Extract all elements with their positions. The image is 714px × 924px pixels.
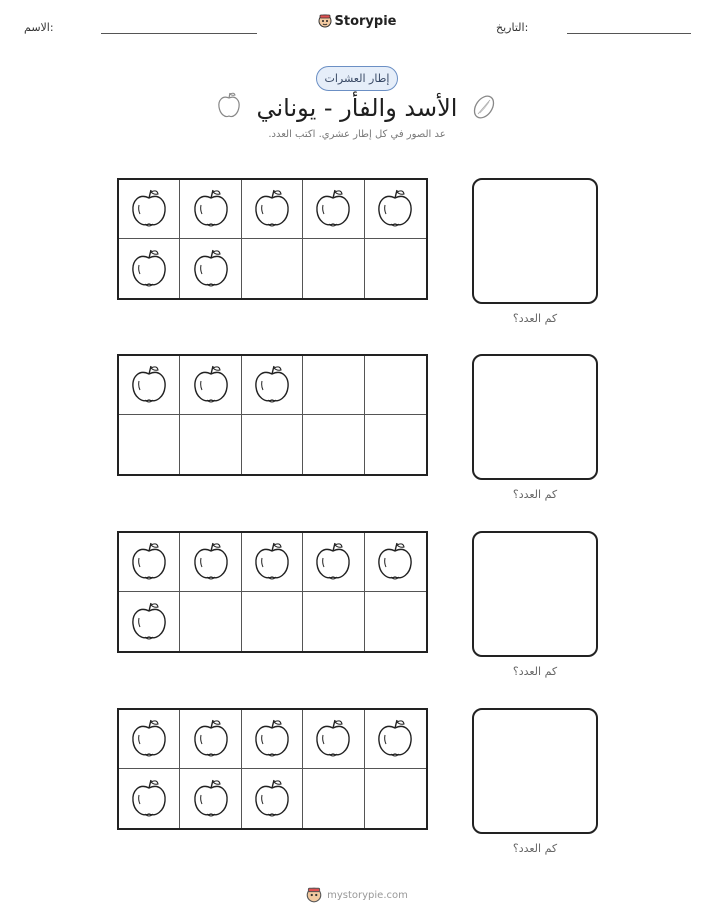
count-question: كم العدد؟ [512,488,558,501]
ten-frame [117,531,428,653]
ten-frame-cell [365,239,426,298]
ten-frame-cell [303,769,364,828]
apple-icon [253,778,291,820]
apple-icon [216,92,242,120]
ten-frame-cell [242,356,303,415]
ten-frame-cell [242,769,303,828]
date-label: التاريخ: [496,21,529,34]
storypie-logo-icon [306,886,322,904]
ten-frame-cell [303,356,364,415]
ten-frame-cell [365,415,426,474]
ten-frame-cell [303,710,364,769]
count-question: كم العدد؟ [512,665,558,678]
apple-icon [314,541,352,583]
storypie-logo-icon [318,13,332,29]
apple-icon [130,601,168,643]
ten-frame-cell [242,592,303,651]
ten-frame-cell [119,180,180,239]
worksheet-title: الأسد والفأر - يوناني [256,94,458,122]
ten-frame-cell [242,180,303,239]
ten-frame [117,708,428,830]
answer-box[interactable] [472,354,598,480]
ten-frame-cell [365,592,426,651]
apple-icon [192,364,230,406]
ten-frame-cell [119,533,180,592]
ten-frame-cell [242,710,303,769]
apple-icon [192,188,230,230]
answer-box[interactable] [472,178,598,304]
apple-icon [253,718,291,760]
ten-frame-cell [303,415,364,474]
ten-frame-cell [119,239,180,298]
ten-frame-cell [119,356,180,415]
ten-frame-cell [119,769,180,828]
ten-frame-cell [303,592,364,651]
apple-icon [130,188,168,230]
ten-frame-cell [180,180,241,239]
ten-frame-cell [180,356,241,415]
name-line[interactable] [101,33,257,34]
ten-frame-cell [119,592,180,651]
ten-frame-cell [365,356,426,415]
seed-icon [470,92,498,122]
ten-frame-cell [119,710,180,769]
ten-frame-cell [365,533,426,592]
apple-icon [376,718,414,760]
apple-icon [130,718,168,760]
apple-icon [192,718,230,760]
apple-icon [253,364,291,406]
ten-frame-cell [303,533,364,592]
apple-icon [314,188,352,230]
name-label: الاسم: [24,21,54,34]
ten-frame-cell [365,769,426,828]
apple-icon [130,364,168,406]
ten-frame [117,354,428,476]
ten-frame-cell [303,239,364,298]
apple-icon [253,541,291,583]
apple-icon [192,778,230,820]
ten-frame-cell [242,415,303,474]
apple-icon [314,718,352,760]
apple-icon [130,541,168,583]
ten-frame-cell [180,239,241,298]
ten-frame-cell [365,710,426,769]
answer-box[interactable] [472,531,598,657]
apple-icon [192,248,230,290]
ten-frame-cell [242,533,303,592]
apple-icon [192,541,230,583]
worksheet-type-badge: إطار العشرات [316,66,398,91]
ten-frame [117,178,428,300]
apple-icon [253,188,291,230]
ten-frame-cell [180,533,241,592]
ten-frame-cell [303,180,364,239]
instructions: عد الصور في كل إطار عشري. اكتب العدد. [268,129,446,140]
apple-icon [376,188,414,230]
apple-icon [130,248,168,290]
footer [0,886,714,904]
ten-frame-cell [180,415,241,474]
count-question: كم العدد؟ [512,312,558,325]
brand [0,13,714,29]
brand-name: Storypie [334,13,397,29]
answer-box[interactable] [472,708,598,834]
ten-frame-cell [180,769,241,828]
ten-frame-cell [242,239,303,298]
footer-url[interactable]: mystorypie.com [327,889,408,901]
count-question: كم العدد؟ [512,842,558,855]
ten-frame-cell [180,592,241,651]
ten-frame-cell [365,180,426,239]
ten-frame-cell [180,710,241,769]
apple-icon [130,778,168,820]
date-line[interactable] [567,33,691,34]
ten-frame-cell [119,415,180,474]
apple-icon [376,541,414,583]
